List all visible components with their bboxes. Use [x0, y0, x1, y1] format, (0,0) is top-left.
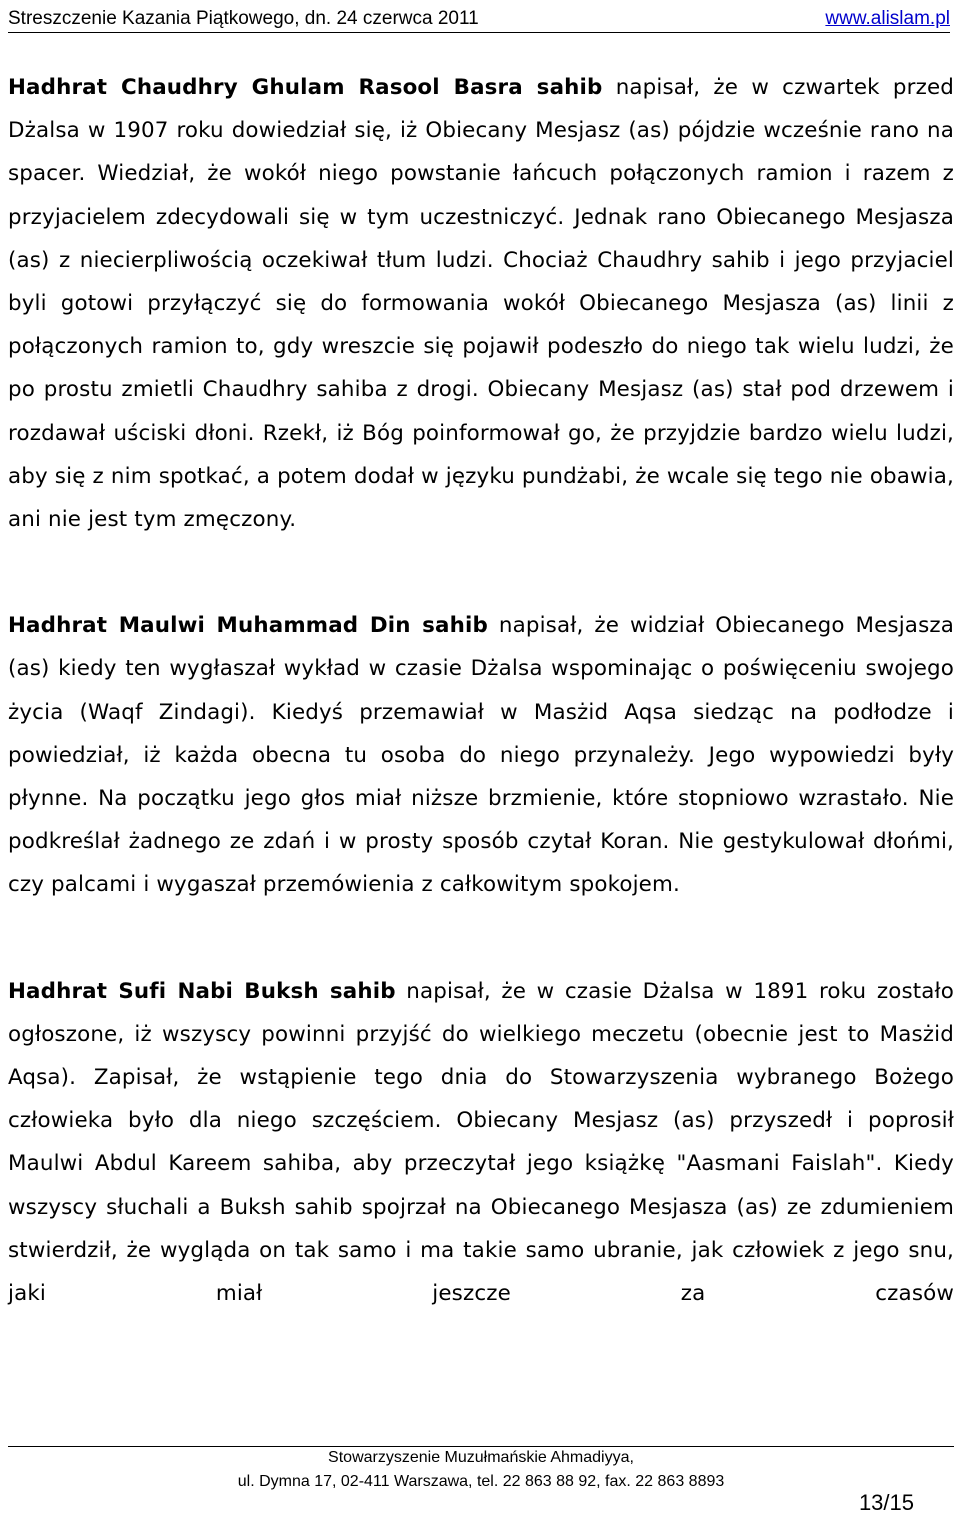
- document-body: [8, 66, 954, 1315]
- paragraph-text: napisał, że w czasie Dżalsa w 1891 roku zostało ogłoszone, iż wszyscy powinni przyjść do wielkiego meczetu (obecnie jest to Masżid Aqsa). Zapisał, że wstąpienie tego dnia do Stowarzyszenia wybranego Bożego człowieka było dla niego szczęściem. Obiecany Mesjasz (as) przyszedł i poprosił Maulwi Abdul Kareem sahiba, aby przeczytał jego książkę "Aasmani Faislah". Kiedy wszyscy słuchali a Buksh sahib spojrzał na Obiecanego Mesjasza (as) ze zdumieniem stwierdził, że wygląda on tak samo i ma takie samo ubranie, jak człowiek z jego snu, jaki miał jeszcze za czasów: [8, 978, 954, 1307]
- paragraph: [8, 66, 954, 541]
- paragraph: [8, 970, 954, 1316]
- paragraph: [8, 604, 954, 906]
- header-title: Streszczenie Kazania Piątkowego, dn. 24 czerwca 2011: [8, 8, 479, 29]
- paragraph-text: napisał, że w czwartek przed Dżalsa w 1907 roku dowiedział się, iż Obiecany Mesjasz (as) pójdzie wcześnie rano na spacer. Wiedział, że wokół niego powstanie łańcuch połączonych ramion i razem z przyjacielem zdecydowali się w tym uczestniczyć. Jednak rano Obiecanego Mesjasza (as) z niecierpliwością oczekiwał tłum ludzi. Chociaż Chaudhry sahib i jego przyjaciel byli gotowi przyłączyć się do formowania wokół Obiecanego Mesjasza (as) linii z połączonych ramion to, gdy wreszcie się pojawił podeszło do niego tak wielu ludzi, że po prostu zmietli Chaudhry sahiba z drogi. Obiecany Mesjasz (as) stał pod drzewem i rozdawał uściski dłoni. Rzekł, iż Bóg poinformował go, że przyjdzie bardzo wielu ludzi, aby się z nim spotkać, a potem dodał w języku pundżabi, że wcale się tego nie obawia, ani nie jest tym zmęczony.: [8, 75, 954, 533]
- paragraph-author: Hadhrat Maulwi Muhammad Din sahib: [8, 613, 488, 639]
- paragraph-author: Hadhrat Chaudhry Ghulam Rasool Basra sahib: [8, 75, 603, 100]
- page-footer: [8, 1446, 954, 1494]
- header-site-link[interactable]: www.alislam.pl: [825, 8, 950, 29]
- paragraph-author: Hadhrat Sufi Nabi Buksh sahib: [8, 978, 396, 1004]
- page-header: [8, 0, 950, 33]
- footer-address: ul. Dymna 17, 02-411 Warszawa, tel. 22 863 88 92, fax. 22 863 8893: [237, 1473, 725, 1490]
- paragraph-text: napisał, że widział Obiecanego Mesjasza (as) kiedy ten wygłaszał wykład w czasie Dżalsa wspominając o poświęceniu swojego życia (Waqf Zindagi). Kiedyś przemawiał w Masżid Aqsa siedząc na podłodze i powiedział, iż każda obecna tu osoba do niego przynależy. Jego wypowiedzi były płynne. Na początku jego głos miał niższe brzmienie, które stopniowo wzrastało. Nie podkreślał żadnego ze zdań i w prosty sposób czytał Koran. Nie gestykulował dłońmi, czy palcami i wygaszał przemówienia z całkowitym spokojem.: [8, 613, 954, 898]
- page-number: 13/15: [858, 1490, 914, 1515]
- footer-organization: Stowarzyszenie Muzułmańskie Ahmadiyya,: [328, 1449, 634, 1466]
